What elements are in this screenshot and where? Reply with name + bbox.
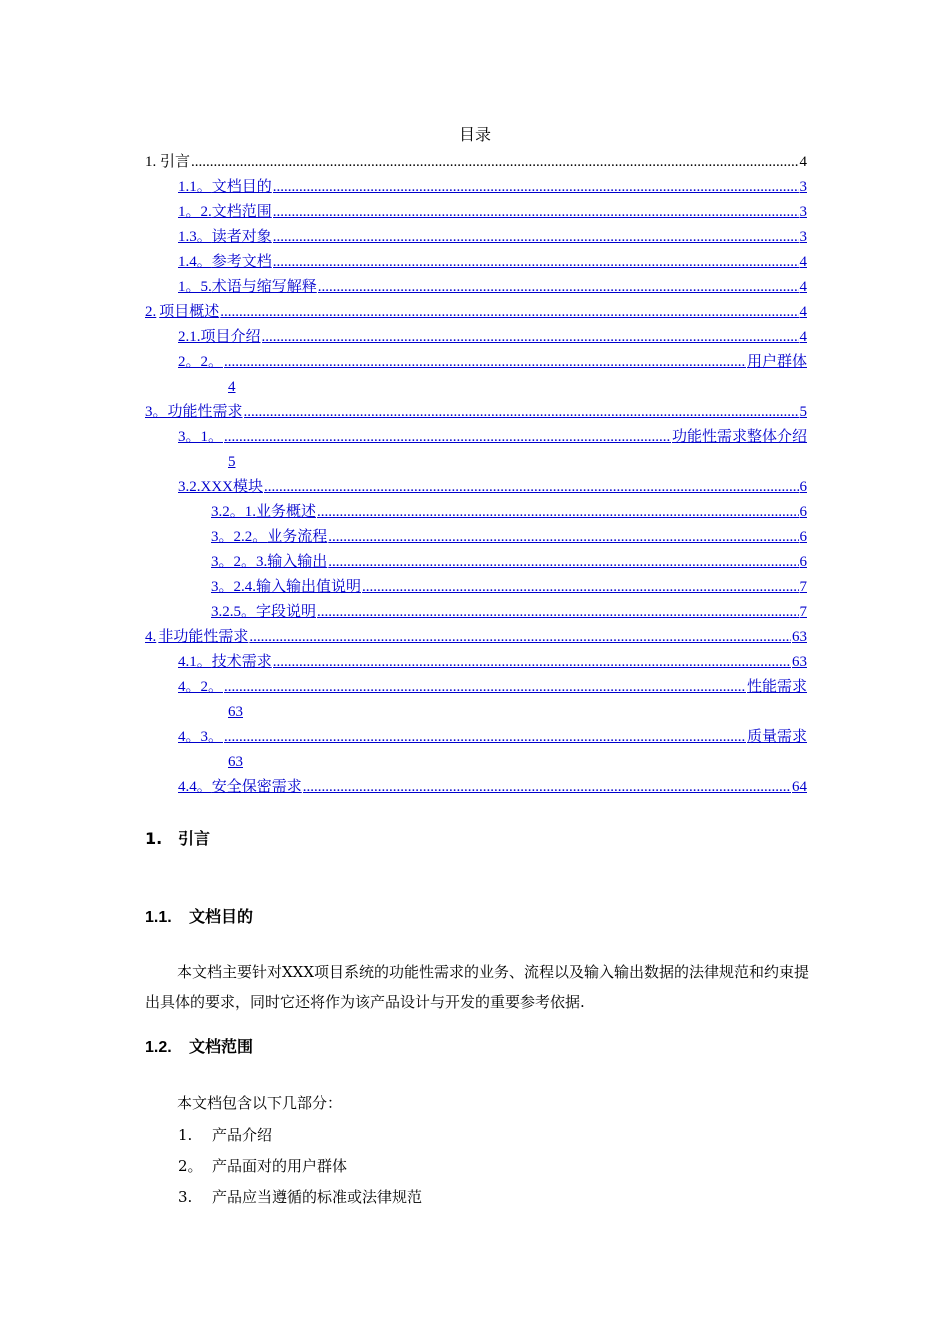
toc-leader bbox=[224, 677, 746, 697]
toc-entry-text: 安全保密需求 bbox=[211, 779, 302, 795]
toc-link[interactable] bbox=[178, 477, 807, 497]
toc-entry-page: 7 bbox=[799, 604, 807, 620]
toc-link[interactable] bbox=[178, 427, 807, 447]
toc-link[interactable] bbox=[178, 677, 807, 697]
page-number: 63 bbox=[228, 754, 243, 770]
toc-entry-number: 4.1。 bbox=[178, 654, 212, 670]
toc-leader bbox=[244, 402, 799, 422]
toc-entry-number: 4.4。 bbox=[178, 779, 212, 795]
toc-entry-page: 3 bbox=[799, 229, 807, 245]
toc-entry-number: 3。 bbox=[145, 404, 168, 420]
toc-entry-page: 63 bbox=[792, 629, 807, 645]
list-item bbox=[178, 1125, 272, 1145]
toc-entry-number: 1。2. bbox=[178, 204, 212, 220]
toc-entry-number: 4。2。 bbox=[178, 679, 224, 695]
toc-leader bbox=[273, 202, 799, 222]
toc-entry-text: 输入输出值说明 bbox=[256, 579, 362, 595]
toc-entry-number: 3.2.5。 bbox=[211, 604, 257, 620]
toc-leader bbox=[224, 427, 671, 447]
toc-link[interactable] bbox=[145, 402, 807, 422]
heading-1-1 bbox=[145, 904, 253, 927]
toc-entry-page[interactable] bbox=[178, 452, 236, 472]
toc-leader bbox=[328, 552, 798, 572]
toc-entry-page: 4 bbox=[799, 254, 807, 270]
toc-entry-number: 3.2。1. bbox=[211, 504, 257, 520]
toc-entry-page: 5 bbox=[799, 404, 807, 420]
toc-leader bbox=[273, 652, 791, 672]
heading-number: 1. bbox=[145, 829, 163, 848]
toc-entry-page: 64 bbox=[792, 779, 807, 795]
list-number: 2。 bbox=[178, 1157, 203, 1175]
list-number: 1. bbox=[178, 1126, 193, 1144]
toc-link[interactable] bbox=[178, 652, 807, 672]
toc-entry-page: 3 bbox=[799, 204, 807, 220]
heading-text: 文档目的 bbox=[189, 909, 254, 926]
toc-leader bbox=[220, 302, 798, 322]
toc-leader bbox=[224, 352, 746, 372]
toc-entry-text: 业务概述 bbox=[256, 504, 317, 520]
toc-entry-number: 3。2.4. bbox=[211, 579, 257, 595]
heading-text: 引言 bbox=[178, 829, 211, 848]
toc-entry-text: 功能性需求 bbox=[167, 404, 243, 420]
toc-entry-number: 3。2。3. bbox=[211, 554, 268, 570]
toc-entry-page: 63 bbox=[792, 654, 807, 670]
toc-entry-page: 3 bbox=[799, 179, 807, 195]
toc-link[interactable] bbox=[178, 227, 807, 247]
toc-title: 目录 bbox=[458, 127, 491, 144]
toc-link[interactable] bbox=[211, 577, 807, 597]
toc-leader bbox=[317, 502, 798, 522]
toc-leader bbox=[273, 177, 799, 197]
toc-entry-page: 6 bbox=[799, 554, 807, 570]
toc-link[interactable] bbox=[178, 352, 807, 372]
toc-entry-text: 术语与缩写解释 bbox=[211, 279, 317, 295]
toc-entry-number: 3。1。 bbox=[178, 429, 224, 445]
page-number: 63 bbox=[228, 704, 243, 720]
toc-entry-page: 4 bbox=[799, 329, 807, 345]
list-text: 产品应当遵循的标准或法律规范 bbox=[212, 1188, 423, 1206]
toc-entry-text: 项目概述 bbox=[159, 304, 220, 320]
toc-link[interactable] bbox=[178, 252, 807, 272]
toc-entry-page[interactable] bbox=[178, 752, 243, 772]
toc-entry-text: XXX模块 bbox=[200, 479, 263, 495]
toc-entry-text: 字段说明 bbox=[256, 604, 317, 620]
toc-leader bbox=[303, 777, 791, 797]
heading-1 bbox=[145, 826, 210, 849]
toc-entry-page: 6 bbox=[799, 479, 807, 495]
toc-link[interactable] bbox=[211, 527, 807, 547]
toc-entry-text: 用户群体 bbox=[746, 354, 807, 370]
toc-leader bbox=[264, 477, 799, 497]
toc-entry-text: 功能性需求整体介绍 bbox=[671, 429, 807, 445]
toc-leader bbox=[191, 152, 799, 172]
toc-entry-text: 文档目的 bbox=[211, 179, 272, 195]
list-item bbox=[178, 1187, 422, 1207]
toc-link[interactable] bbox=[211, 552, 807, 572]
toc-entry-number: 2.1. bbox=[178, 329, 201, 345]
toc-link[interactable] bbox=[178, 177, 807, 197]
toc-entry-page: 4 bbox=[799, 154, 807, 170]
toc-link[interactable] bbox=[178, 277, 807, 297]
heading-1-2 bbox=[145, 1034, 253, 1057]
toc-entry-text: 质量需求 bbox=[746, 729, 807, 745]
list-number: 3. bbox=[178, 1188, 193, 1206]
toc-entry-number: 1. bbox=[145, 154, 157, 170]
heading-number: 1.1. bbox=[145, 909, 172, 926]
toc-entry[interactable] bbox=[145, 152, 807, 172]
toc-entry-text: 读者对象 bbox=[211, 229, 272, 245]
toc-entry-number: 4。3。 bbox=[178, 729, 224, 745]
toc-entry-page: 7 bbox=[799, 579, 807, 595]
list-item bbox=[178, 1156, 347, 1176]
paragraph: 本文档主要针对XXX项目系统的功能性需求的业务、流程以及输入输出数据的法律规范和约束提出具体的要求，同时它还将作为该产品设计与开发的重要参考依据. bbox=[145, 963, 810, 1011]
toc-entry-number: 3。2.2。 bbox=[211, 529, 268, 545]
toc-entry-page: 4 bbox=[799, 279, 807, 295]
paragraph: 本文档包含以下几部分： bbox=[177, 1094, 343, 1112]
toc-link[interactable] bbox=[178, 777, 807, 797]
toc-entry-text: 性能需求 bbox=[746, 679, 807, 695]
toc-leader bbox=[318, 277, 799, 297]
list-text: 产品面对的用户群体 bbox=[212, 1157, 348, 1175]
page-number: 5 bbox=[228, 454, 236, 470]
toc-entry-text: 业务流程 bbox=[267, 529, 328, 545]
toc-entry-text: 项目介绍 bbox=[200, 329, 261, 345]
list-text: 产品介绍 bbox=[212, 1126, 273, 1144]
toc-link[interactable] bbox=[178, 202, 807, 222]
toc-link[interactable] bbox=[211, 602, 807, 622]
toc-link[interactable] bbox=[145, 627, 807, 647]
toc-entry-number: 1.1。 bbox=[178, 179, 212, 195]
toc-entry-page[interactable] bbox=[178, 702, 243, 722]
toc-entry-text: 引言 bbox=[159, 154, 190, 170]
toc-link[interactable] bbox=[211, 502, 807, 522]
page-number: 4 bbox=[228, 379, 236, 395]
toc-leader bbox=[224, 727, 746, 747]
heading-number: 1.2. bbox=[145, 1039, 172, 1056]
toc-link[interactable] bbox=[145, 302, 807, 322]
toc-entry-text: 输入输出 bbox=[267, 554, 328, 570]
toc-leader bbox=[249, 627, 791, 647]
toc-entry-page[interactable] bbox=[178, 377, 236, 397]
toc-link[interactable] bbox=[178, 727, 807, 747]
toc-entry-number: 1.3。 bbox=[178, 229, 212, 245]
toc-leader bbox=[362, 577, 798, 597]
heading-text: 文档范围 bbox=[189, 1039, 254, 1056]
toc-entry-page: 6 bbox=[799, 504, 807, 520]
toc-entry-page: 6 bbox=[799, 529, 807, 545]
toc-entry-text: 文档范围 bbox=[211, 204, 272, 220]
toc-entry-number: 2. bbox=[145, 304, 157, 320]
toc-entry-number: 1.4。 bbox=[178, 254, 212, 270]
toc-link[interactable] bbox=[178, 327, 807, 347]
toc-leader bbox=[262, 327, 799, 347]
toc-entry-text: 参考文档 bbox=[211, 254, 272, 270]
toc-entry-number: 3.2. bbox=[178, 479, 201, 495]
toc-leader bbox=[317, 602, 798, 622]
toc-entry-number: 4. bbox=[145, 629, 157, 645]
toc-leader bbox=[328, 527, 798, 547]
toc-entry-page: 4 bbox=[799, 304, 807, 320]
toc-leader bbox=[273, 227, 799, 247]
toc-entry-number: 1。5. bbox=[178, 279, 212, 295]
toc-entry-text: 非功能性需求 bbox=[158, 629, 249, 645]
toc-entry-text: 技术需求 bbox=[211, 654, 272, 670]
toc-entry-number: 2。2。 bbox=[178, 354, 224, 370]
toc-leader bbox=[273, 252, 799, 272]
